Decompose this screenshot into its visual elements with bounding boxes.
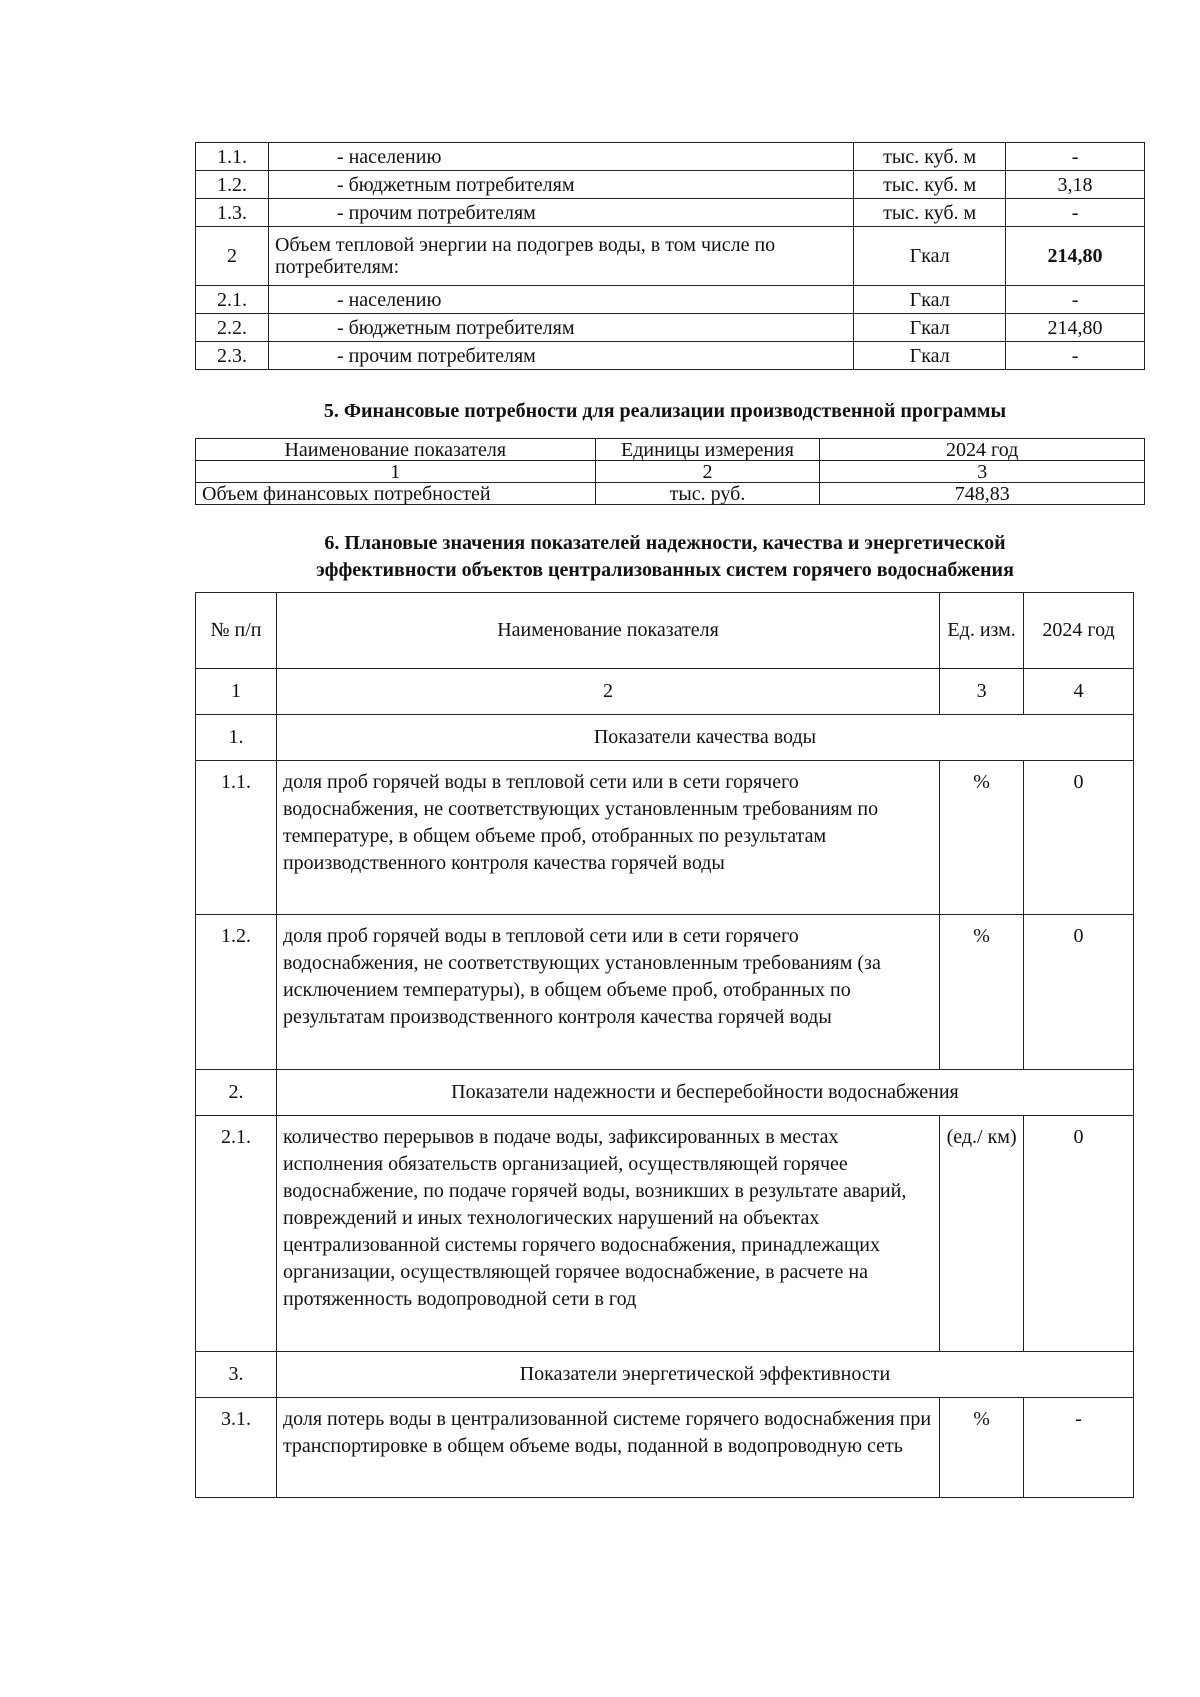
section-6-title-line-1: 6. Плановые значения показателей надежности, качества и энергетической [324, 532, 1006, 554]
table-row [196, 227, 1145, 286]
row-unit: % [940, 761, 1024, 915]
row-value: - [1006, 199, 1145, 227]
row-name: Объем финансовых потребностей [196, 483, 596, 505]
group-number: 2. [196, 1070, 277, 1116]
row-value: 0 [1024, 761, 1134, 915]
row-value: - [1006, 286, 1145, 314]
row-value: - [1006, 342, 1145, 370]
row-text: доля потерь воды в централизованной системе горячего водоснабжения при транспортировке в общем объеме воды, поданной в водопроводную сеть [276, 1398, 939, 1498]
row-value: 214,80 [1006, 314, 1145, 342]
header-year: 2024 год [820, 439, 1145, 461]
row-unit: % [940, 915, 1024, 1070]
column-number: 2 [276, 669, 939, 715]
row-unit: тыс. руб. [595, 483, 820, 505]
group-number: 1. [196, 715, 277, 761]
row-number: 1.3. [196, 199, 269, 227]
row-name: - бюджетным потребителям [268, 171, 853, 199]
header-number: № п/п [196, 593, 277, 669]
row-number: 2.1. [196, 1116, 277, 1352]
group-title: Показатели качества воды [276, 715, 1133, 761]
row-number: 2.3. [196, 342, 269, 370]
table-number-row [196, 461, 1145, 483]
row-unit: Гкал [854, 286, 1006, 314]
row-text: доля проб горячей воды в тепловой сети или в сети горячего водоснабжения, не соответствующих установленным требованиям по температуре, в общем объеме проб, отобранных по результатам производственного контроля качества горячей воды [276, 761, 939, 915]
row-unit: Гкал [854, 227, 1006, 286]
table-number-row [196, 669, 1134, 715]
row-name: - бюджетным потребителям [268, 314, 853, 342]
row-value: - [1024, 1398, 1134, 1498]
group-title: Показатели надежности и бесперебойности водоснабжения [276, 1070, 1133, 1116]
column-number: 1 [196, 669, 277, 715]
row-unit: тыс. куб. м [854, 143, 1006, 171]
row-value: 0 [1024, 1116, 1134, 1352]
header-unit: Единицы измерения [595, 439, 820, 461]
header-name: Наименование показателя [196, 439, 596, 461]
table-header-row [196, 439, 1145, 461]
row-unit: тыс. куб. м [854, 199, 1006, 227]
table-row [196, 171, 1145, 199]
table-row [196, 1398, 1134, 1498]
row-unit: Гкал [854, 342, 1006, 370]
table-row [196, 915, 1134, 1070]
column-number: 2 [595, 461, 820, 483]
table-row [196, 199, 1145, 227]
row-unit: Гкал [854, 314, 1006, 342]
row-text: количество перерывов в подаче воды, зафиксированных в местах исполнения обязательств организацией, осуществляющей горячее водоснабжение, по подаче горячей воды, возникших в результате аварий, повреждений и иных технологических нарушений на объектах централизованной системы горячего водоснабжения, принадлежащих организации, осуществляющей горячее водоснабжение, в расчете на протяженность водопроводной сети в год [276, 1116, 939, 1352]
row-value: 214,80 [1006, 227, 1145, 286]
row-name: Объем тепловой энергии на подогрев воды, в том числе по потребителям: [268, 227, 853, 286]
header-year: 2024 год [1024, 593, 1134, 669]
table-row [196, 342, 1145, 370]
row-number: 2.2. [196, 314, 269, 342]
row-number: 1.1. [196, 143, 269, 171]
header-name: Наименование показателя [276, 593, 939, 669]
table-row [196, 761, 1134, 915]
column-number: 4 [1024, 669, 1134, 715]
header-unit: Ед. изм. [940, 593, 1024, 669]
row-number: 2.1. [196, 286, 269, 314]
row-name: - прочим потребителям [268, 342, 853, 370]
row-number: 1.2. [196, 915, 277, 1070]
table-row [196, 286, 1145, 314]
column-number: 3 [820, 461, 1145, 483]
column-number: 3 [940, 669, 1024, 715]
table-row [196, 314, 1145, 342]
row-name: - прочим потребителям [268, 199, 853, 227]
row-number: 1.2. [196, 171, 269, 199]
row-unit: (ед./ км) [940, 1116, 1024, 1352]
row-unit: тыс. куб. м [854, 171, 1006, 199]
table-header-row [196, 593, 1134, 669]
row-value: 748,83 [820, 483, 1145, 505]
column-number: 1 [196, 461, 596, 483]
row-unit: % [940, 1398, 1024, 1498]
group-row [196, 715, 1134, 761]
table-row [196, 483, 1145, 505]
financial-table [195, 438, 1145, 505]
row-text: доля проб горячей воды в тепловой сети или в сети горячего водоснабжения, не соответствующих установленным требованиям (за исключением температуры), в общем объеме проб, отобранных по результатам производственного контроля качества горячей воды [276, 915, 939, 1070]
row-name: - населению [268, 143, 853, 171]
table-row [196, 1116, 1134, 1352]
row-name: - населению [268, 286, 853, 314]
group-row [196, 1070, 1134, 1116]
row-number: 2 [196, 227, 269, 286]
section-5-title: 5. Финансовые потребности для реализации производственной программы [323, 400, 1007, 422]
group-number: 3. [196, 1352, 277, 1398]
row-value: 3,18 [1006, 171, 1145, 199]
section-6-title [185, 530, 1145, 584]
group-row [196, 1352, 1134, 1398]
row-value: 0 [1024, 915, 1134, 1070]
group-title: Показатели энергетической эффективности [276, 1352, 1133, 1398]
row-number: 1.1. [196, 761, 277, 915]
table-row [196, 143, 1145, 171]
row-value: - [1006, 143, 1145, 171]
section-6-title-line-2: эффективности объектов централизованных систем горячего водоснабжения [316, 559, 1014, 581]
row-number: 3.1. [196, 1398, 277, 1498]
indicators-table [195, 592, 1134, 1498]
consumption-table [195, 142, 1145, 370]
